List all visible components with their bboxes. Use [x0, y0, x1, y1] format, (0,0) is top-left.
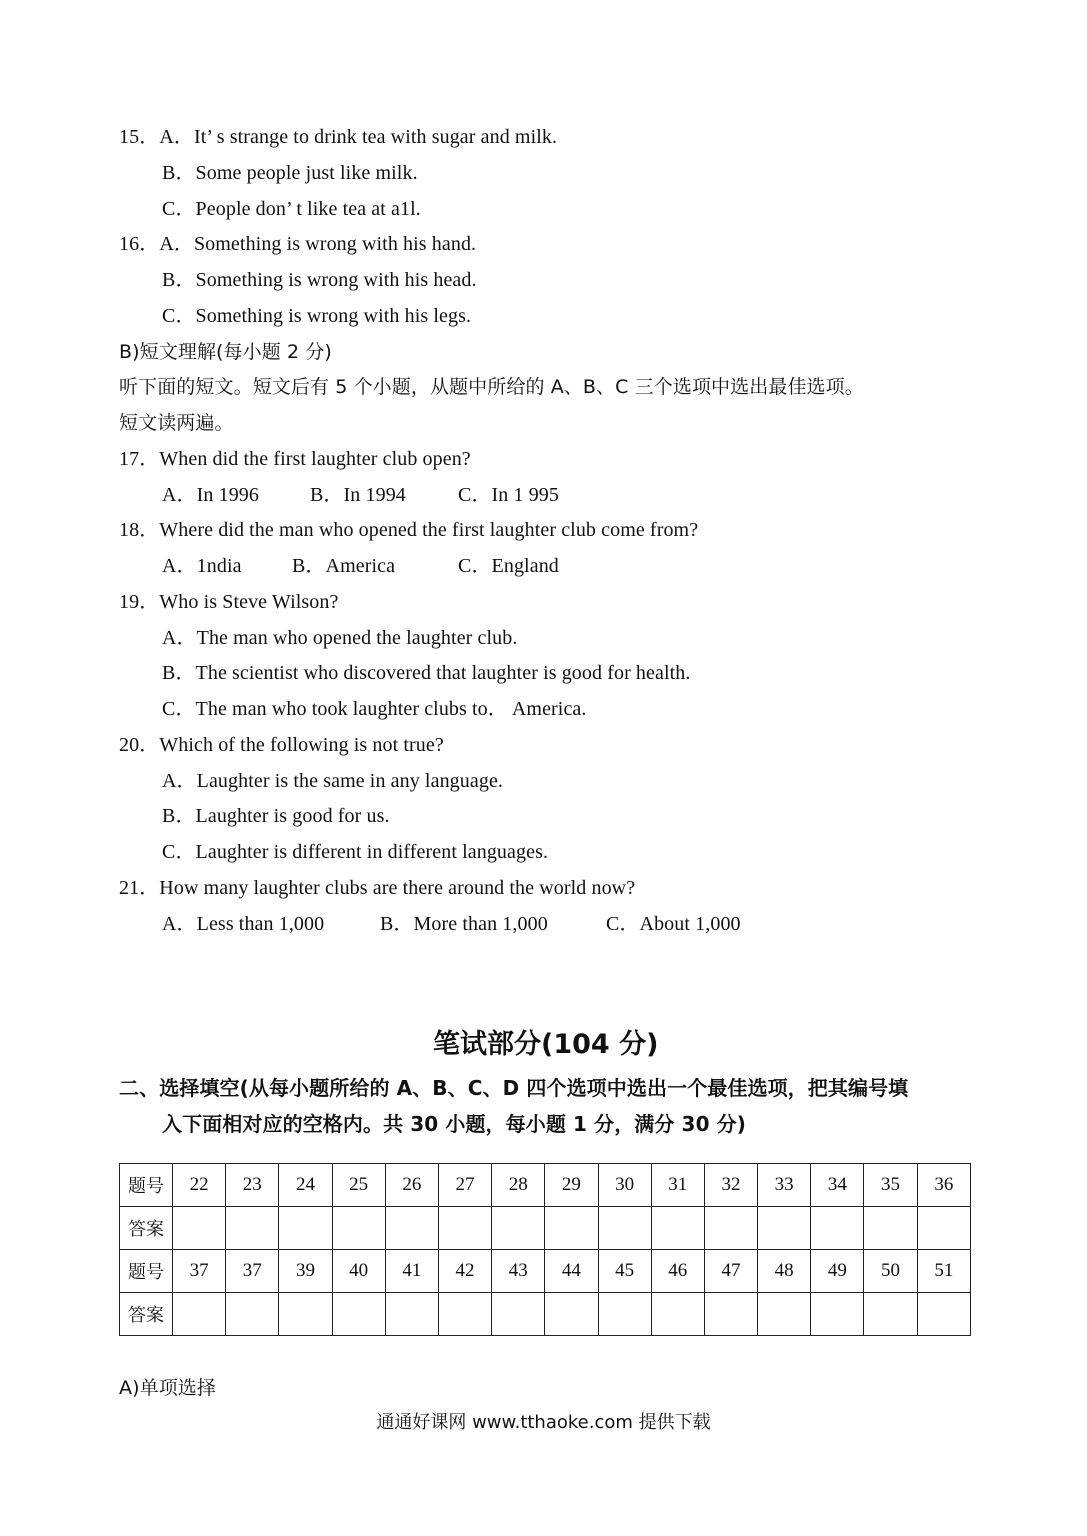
q17-options: [162, 482, 559, 508]
q15-option-b: B．Some people just like milk.: [162, 162, 418, 184]
answer-cell[interactable]: [758, 1207, 811, 1250]
q21-options: [162, 911, 741, 937]
question-number-cell: 31: [651, 1164, 704, 1207]
answer-cell[interactable]: [173, 1207, 226, 1250]
answer-cell[interactable]: [864, 1207, 917, 1250]
written-section-heading: 笔试部分(104 分): [433, 1029, 659, 1060]
q19-option-b: B．The scientist who discovered that laughter is good for health.: [162, 662, 691, 684]
q19-option-c: C．The man who took laughter clubs to． America.: [162, 698, 587, 720]
answer-cell[interactable]: [651, 1207, 704, 1250]
answer-cell[interactable]: [385, 1207, 438, 1250]
answer-cell[interactable]: [811, 1207, 864, 1250]
answer-cell[interactable]: [704, 1207, 757, 1250]
question-number-cell: 35: [864, 1164, 917, 1207]
answer-cell[interactable]: [545, 1207, 598, 1250]
answer-cell[interactable]: [226, 1207, 279, 1250]
q19-stem: 19．Who is Steve Wilson?: [119, 591, 339, 613]
answer-cell[interactable]: [651, 1293, 704, 1336]
section-b-instruction-line1: 听下面的短文。短文后有 5 个小题，从题中所给的 A、B、C 三个选项中选出最佳选项。: [119, 376, 864, 398]
question-number-cell: 40: [332, 1250, 385, 1293]
section-b-title: B)短文理解(每小题 2 分): [119, 341, 332, 363]
answer-cell[interactable]: [438, 1293, 491, 1336]
answer-cell[interactable]: [492, 1207, 545, 1250]
question-number-cell: 42: [438, 1250, 491, 1293]
answer-grid-answer-row-1: [120, 1207, 971, 1250]
number-label: 题号: [120, 1164, 173, 1207]
q17-stem: 17．When did the first laughter club open?: [119, 448, 471, 470]
answer-cell[interactable]: [438, 1207, 491, 1250]
q20-option-a: A．Laughter is the same in any language.: [162, 770, 504, 792]
answer-label: 答案: [120, 1293, 173, 1336]
q21-option-b: B．More than 1,000: [380, 913, 548, 935]
answer-cell[interactable]: [864, 1293, 917, 1336]
question-number-cell: 22: [173, 1164, 226, 1207]
question-number-cell: 37: [173, 1250, 226, 1293]
question-number-cell: 49: [811, 1250, 864, 1293]
question-number-cell: 26: [385, 1164, 438, 1207]
answer-grid-number-row-2: [120, 1250, 971, 1293]
q16-a-text: A．Something is wrong with his hand.: [159, 233, 477, 255]
question-number-cell: 41: [385, 1250, 438, 1293]
answer-cell[interactable]: [811, 1293, 864, 1336]
q16-option-b: B．Something is wrong with his head.: [162, 269, 477, 291]
answer-cell[interactable]: [917, 1207, 970, 1250]
q16-option-a: [119, 231, 476, 257]
answer-cell[interactable]: [226, 1293, 279, 1336]
answer-cell[interactable]: [492, 1293, 545, 1336]
question-number-cell: 23: [226, 1164, 279, 1207]
answer-grid-number-row-1: [120, 1164, 971, 1207]
number-label: 题号: [120, 1250, 173, 1293]
answer-cell[interactable]: [758, 1293, 811, 1336]
q15-a-text: A．It’ s strange to drink tea with sugar and milk.: [159, 126, 558, 148]
q19-option-a: A．The man who opened the laughter club.: [162, 627, 518, 649]
question-number-cell: 27: [438, 1164, 491, 1207]
question-number-cell: 39: [279, 1250, 332, 1293]
question-number-cell: 47: [704, 1250, 757, 1293]
question-number-cell: 28: [492, 1164, 545, 1207]
question-number-cell: 45: [598, 1250, 651, 1293]
q20-stem: 20．Which of the following is not true?: [119, 734, 444, 756]
question-number-cell: 25: [332, 1164, 385, 1207]
q20-option-c: C．Laughter is different in different languages.: [162, 841, 549, 863]
answer-grid: [119, 1163, 971, 1336]
q16-number: 16．: [119, 233, 160, 255]
question-number-cell: 46: [651, 1250, 704, 1293]
q18-option-b: B．America: [292, 555, 396, 577]
question-number-cell: 29: [545, 1164, 598, 1207]
question-number-cell: 44: [545, 1250, 598, 1293]
q18-options: [162, 553, 559, 579]
q15-number: 15．: [119, 126, 160, 148]
answer-cell[interactable]: [598, 1207, 651, 1250]
section-b-instruction-line2: 短文读两遍。: [119, 412, 234, 434]
q20-option-b: B．Laughter is good for us.: [162, 805, 390, 827]
answer-cell[interactable]: [704, 1293, 757, 1336]
answer-cell[interactable]: [332, 1293, 385, 1336]
page-footer: 通通好课网 www.tthaoke.com 提供下载: [376, 1412, 711, 1433]
answer-cell[interactable]: [173, 1293, 226, 1336]
answer-label: 答案: [120, 1207, 173, 1250]
answer-cell[interactable]: [279, 1207, 332, 1250]
q21-stem: 21．How many laughter clubs are there around the world now?: [119, 877, 636, 899]
question-number-cell: 50: [864, 1250, 917, 1293]
question-number-cell: 51: [917, 1250, 970, 1293]
question-number-cell: 48: [758, 1250, 811, 1293]
section-a-title: A)单项选择: [119, 1377, 217, 1399]
q17-option-a: A．In 1996: [162, 484, 260, 506]
question-number-cell: 24: [279, 1164, 332, 1207]
q17-option-b: B．In 1994: [310, 484, 406, 506]
answer-cell[interactable]: [598, 1293, 651, 1336]
q18-stem: 18．Where did the man who opened the first laughter club come from?: [119, 519, 699, 541]
question-number-cell: 30: [598, 1164, 651, 1207]
q15-option-c: C．People don’ t like tea at a1l.: [162, 198, 421, 220]
answer-cell[interactable]: [332, 1207, 385, 1250]
answer-cell[interactable]: [279, 1293, 332, 1336]
answer-grid-answer-row-2: [120, 1293, 971, 1336]
question-number-cell: 36: [917, 1164, 970, 1207]
question-number-cell: 37: [226, 1250, 279, 1293]
q21-option-a: A．Less than 1,000: [162, 913, 325, 935]
q18-option-a: A．1ndia: [162, 555, 242, 577]
answer-cell[interactable]: [385, 1293, 438, 1336]
answer-cell[interactable]: [917, 1293, 970, 1336]
question-number-cell: 34: [811, 1164, 864, 1207]
q21-option-c: C．About 1,000: [606, 913, 741, 935]
answer-cell[interactable]: [545, 1293, 598, 1336]
part2-instruction-line2: 入下面相对应的空格内。共 30 小题，每小题 1 分，满分 30 分): [162, 1112, 746, 1136]
question-number-cell: 33: [758, 1164, 811, 1207]
question-number-cell: 32: [704, 1164, 757, 1207]
q17-option-c: C．In 1 995: [458, 484, 559, 506]
question-number-cell: 43: [492, 1250, 545, 1293]
q18-option-c: C．England: [458, 555, 559, 577]
q15-option-a: [119, 124, 557, 150]
part2-instruction-line1: 二、选择填空(从每小题所给的 A、B、C、D 四个选项中选出一个最佳选项，把其编号填: [119, 1076, 909, 1100]
q16-option-c: C．Something is wrong with his legs.: [162, 305, 472, 327]
